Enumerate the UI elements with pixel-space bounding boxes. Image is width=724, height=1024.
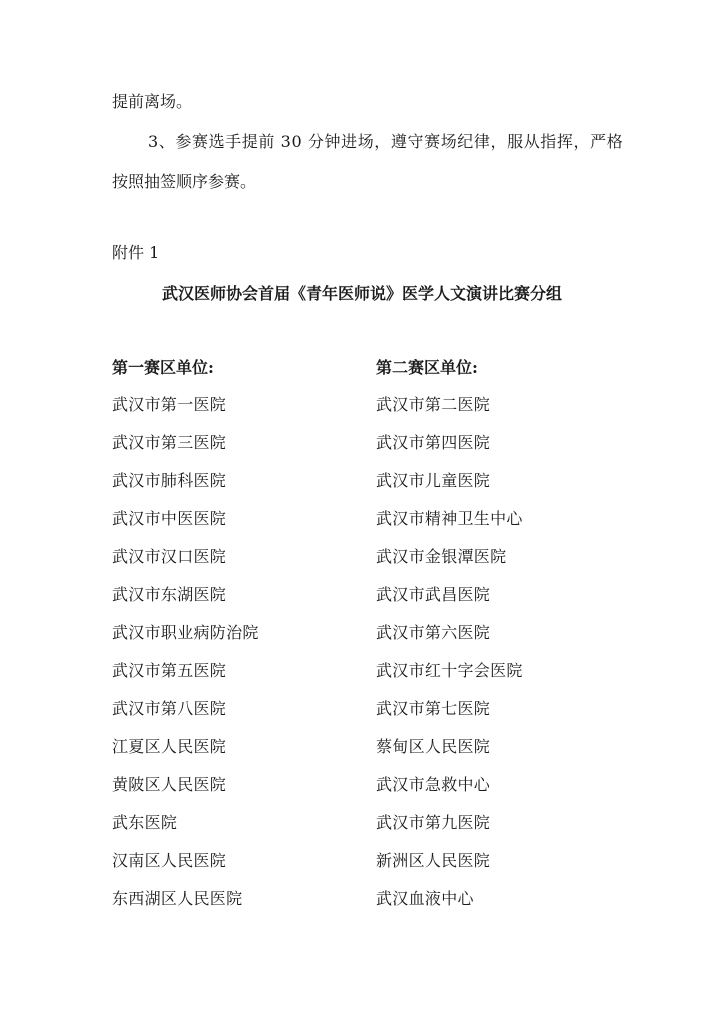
list-item: 蔡甸区人民医院 bbox=[376, 737, 491, 756]
list-item: 武汉市儿童医院 bbox=[376, 471, 491, 490]
list-item: 武汉市第九医院 bbox=[376, 813, 491, 832]
list-item: 武汉市汉口医院 bbox=[112, 547, 227, 566]
list-item: 武汉市第七医院 bbox=[376, 699, 491, 718]
list-item: 武汉市第二医院 bbox=[376, 395, 491, 414]
paragraph-rule-3-continued: 按照抽签顺序参赛。 bbox=[112, 172, 257, 191]
list-item: 武汉市第四医院 bbox=[376, 433, 491, 452]
list-item: 武汉市第三医院 bbox=[112, 433, 227, 452]
list-item: 武汉市职业病防治院 bbox=[112, 623, 259, 642]
zone1-unit-list bbox=[112, 395, 259, 927]
list-item: 武汉市第一医院 bbox=[112, 395, 227, 414]
list-item: 武汉市急救中心 bbox=[376, 775, 491, 794]
list-item: 武汉市精神卫生中心 bbox=[376, 509, 523, 528]
zone2-heading: 第二赛区单位: bbox=[376, 358, 478, 377]
document-title: 武汉医师协会首届《青年医师说》医学人文演讲比赛分组 bbox=[161, 284, 562, 303]
zone2-column bbox=[376, 357, 523, 927]
list-item: 黄陂区人民医院 bbox=[112, 775, 227, 794]
paragraph-rule-3: 3、参赛选手提前 30 分钟进场，遵守赛场纪律，服从指挥，严格 bbox=[148, 132, 624, 151]
list-item: 新洲区人民医院 bbox=[376, 851, 491, 870]
list-item: 武汉市肺科医院 bbox=[112, 471, 227, 490]
list-item: 武汉市金银潭医院 bbox=[376, 547, 507, 566]
list-item: 武汉市第八医院 bbox=[112, 699, 227, 718]
list-item: 东西湖区人民医院 bbox=[112, 889, 243, 908]
list-item: 武汉血液中心 bbox=[376, 889, 474, 908]
list-item: 江夏区人民医院 bbox=[112, 737, 227, 756]
list-item: 武汉市武昌医院 bbox=[376, 585, 491, 604]
list-item: 武汉市第五医院 bbox=[112, 661, 227, 680]
paragraph-leave-early: 提前离场。 bbox=[112, 92, 193, 111]
list-item: 武汉市中医医院 bbox=[112, 509, 227, 528]
list-item: 武汉市第六医院 bbox=[376, 623, 491, 642]
list-item: 武汉市东湖医院 bbox=[112, 585, 227, 604]
list-item: 汉南区人民医院 bbox=[112, 851, 227, 870]
zone2-unit-list bbox=[376, 395, 523, 927]
zone1-heading: 第一赛区单位: bbox=[112, 358, 214, 377]
zone1-column bbox=[112, 357, 259, 927]
list-item: 武汉市红十字会医院 bbox=[376, 661, 523, 680]
list-item: 武东医院 bbox=[112, 813, 178, 832]
attachment-label: 附件 1 bbox=[112, 243, 160, 262]
